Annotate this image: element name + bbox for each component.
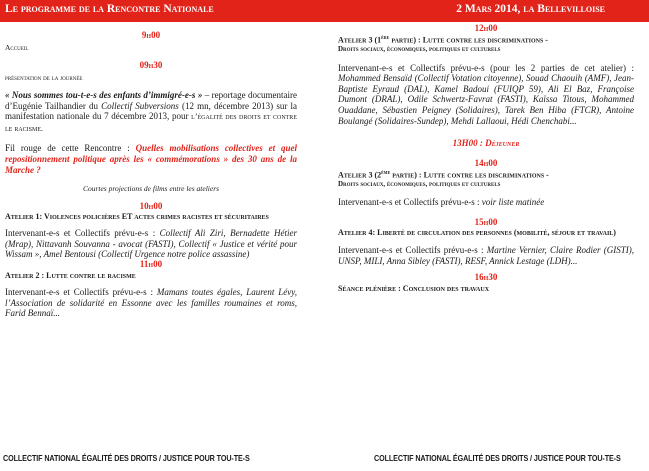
atelier3-speakers-list: Mohammed Bensaïd (Collectif Votation citoyenne), Souad Chaouih (AMF), Jean-Baptiste Eyraud (DAL), Kamel Badoui (FUIQP 59), Ali El Baz, Françoise Dumont (DRAL), Odile Schwertz-Favrat (FASTI), Kaïssa Titous, Mohammed Ouaddane, Sébastien Peigney (Solidaires), Tarek Ben Hiba (FTCR), Antoine Boulangé (Solidaires-Sundep), Mehdi Lallaoui, Hédi Chenchabi... [338,73,634,126]
lunch-break: 13H00 : Déjeuner [452,138,520,149]
atelier3b-speakers-list: voir liste matinée [481,196,545,207]
program-title: Le programme de la Rencontre Nationale [5,3,214,15]
atelier3-speakers-label: Intervenant-e-s et Collectifs prévu-e-s (pour les 2 parties de cet atelier) : [338,62,634,73]
atelier1-title: Atelier 1: Violences policières ET actes crimes racistes et sécuritaires [5,212,269,222]
documentary-quote: « Nous sommes tou-t-e-s des enfants d’immigré-e-s » [5,90,203,100]
projections-note: Courtes projections de films entre les ateliers [82,184,220,194]
pleniere-title: Séance plénière : Conclusion des travaux [338,283,490,293]
atelier3b-title-a: Atelier 3 (2 [338,170,382,180]
atelier2-title: Atelier 2 : Lutte contre le racisme [5,270,136,280]
atelier3-title-b: partie) : Lutte contre les discriminations - [389,35,548,45]
atelier3-title-a: Atelier 3 (1 [338,35,382,45]
time-12h00: 12h00 [474,23,498,33]
collective-subversions: Collectif Subversions [101,100,179,111]
fil-rouge-question: Quelles mobilisations collectives et quel repositionnement politique après les « commémorations » des 30 ans de la Marche ? [5,143,297,175]
time-14h00: 14h00 [474,158,498,169]
fil-rouge-label: Fil rouge de cette Rencontre : [5,143,136,154]
footer-left: COLLECTIF NATIONAL ÉGALITÉ DES DROITS / JUSTICE POUR TOU-TE-S [3,453,250,464]
footer-right: COLLECTIF NATIONAL ÉGALITÉ DES DROITS / JUSTICE POUR TOU-TE-S [374,453,621,464]
atelier3-sup: ère [381,35,390,41]
time-9h00: 9h00 [141,30,161,40]
atelier2-speakers-label: Intervenant-e-s et Collectifs prévu-e-s : [5,286,157,297]
time-09h30: 09h30 [139,60,163,70]
atelier4-title: Atelier 4: Liberté de circulation des personnes (mobilité, séjour et travail) [338,228,616,238]
time-15h00: 15h00 [474,217,498,228]
atelier1-speakers-label: Intervenant-e-s et Collectifs prévu-e-s : [5,228,160,239]
atelier2-speakers [5,287,297,319]
right-column [338,23,634,293]
atelier3b-speakers-label: Intervenant-e-s et Collectifs prévu-e-s : [338,196,482,207]
event-date-title: 2 Mars 2014, la Bellevilloise [456,3,605,15]
title-banner [0,0,649,22]
atelier3-subtitle: Droits sociaux, économiques, politiques et culturels [338,44,501,53]
time-16h30: 16h30 [474,271,498,282]
atelier2-speakers-list: Mamans toutes égales, Laurent Lévy, l’Association de solidarité en Essonne avec les familles roumaines et roms, Farid Bennaï... [5,286,297,319]
documentary-paragraph [5,90,297,134]
left-column [5,30,297,319]
time-11h00: 11h00 [139,258,163,269]
fil-rouge-paragraph [5,143,297,175]
atelier4-speakers-label: Intervenant-e-s et Collectifs prévu-e-s : [338,245,487,256]
atelier1-speakers [5,228,297,260]
atelier1-speakers-list: Collectif Ali Ziri, Bernadette Hétier (Mrap), Nittavanh Souvanna - avocat (FASTI), Collectif « Justice et vérité pour Wissam », Amel Bentousi (Collectif Urgence notre police assassine) [5,228,297,260]
atelier3-speakers [338,63,634,127]
documentary-text-a: – reportage documentaire d’Eugénie Tailhandier du [5,90,297,111]
atelier3b-title [338,169,634,180]
time-10h00: 10h00 [139,201,163,212]
presentation-label: présentation de la journée [5,73,83,82]
accueil-label: Accueil [5,43,29,52]
atelier3b-sup: ème [381,170,391,177]
documentary-text-c: (12 mn, décembre 2013) sur la manifestation nationale du 7 décembre 2013, pour [5,100,297,122]
atelier3b-subtitle: Droits sociaux, économiques, politiques et culturels [338,179,501,188]
documentary-text-d: l’égalité des droits et contre le racisme. [5,112,297,133]
atelier3b-title-b: partie) : Lutte contre les discriminations - [390,170,549,180]
atelier3b-speakers [338,197,634,208]
atelier4-speakers-list: Martine Vernier, Claire Rodier (GISTI), UNSP, MILI, Anna Sibley (FASTI), RESF, Annick Lestage (LDH)... [338,245,634,267]
atelier3-title [338,34,634,45]
atelier4-speakers [338,245,634,266]
